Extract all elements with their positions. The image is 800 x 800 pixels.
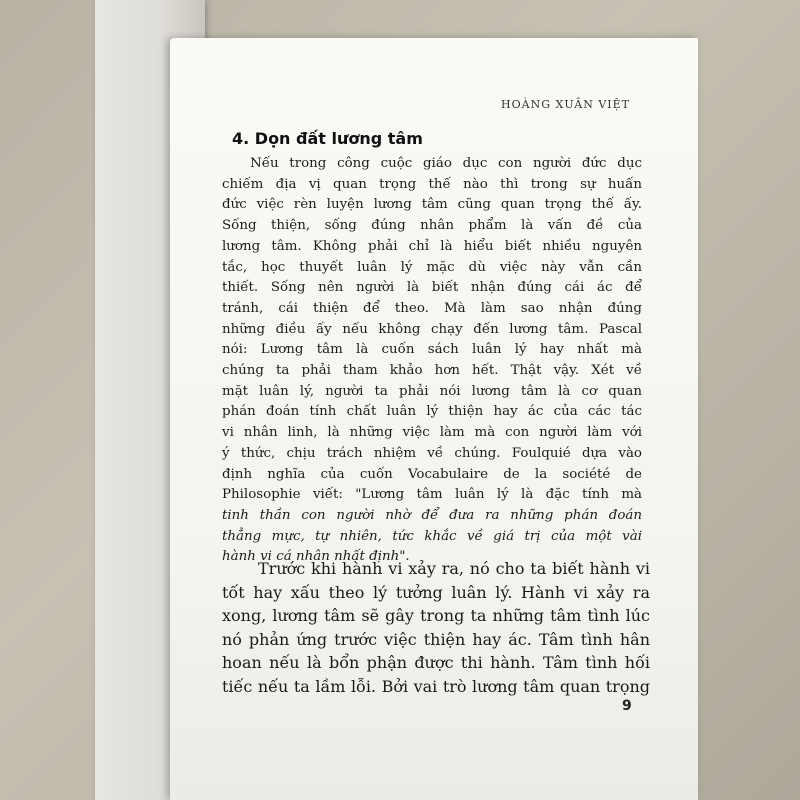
text-line: nó phản ứng trước việc thiện hay ác. Tâm tình hân [222,629,650,649]
text-line: phán đoán tính chất luân lý thiện hay ác của các tác [222,404,642,420]
page-number: 9 [622,698,632,714]
text-line: những điều ấy nếu không chạy đến lương tâm. Pascal [222,321,642,337]
paragraph-2 [222,557,650,698]
text-line: đức việc rèn luyện lương tâm cũng quan trọng thế ấy. [222,197,642,213]
text-line: chúng ta phải tham khảo hơn hết. Thật vậy. Xét về [222,363,642,379]
text-line: tắc, học thuyết luân lý mặc dù việc này vẫn cần [222,259,642,275]
text-line: Sống thiện, sống đúng nhân phẩm là vấn đề của [222,218,642,234]
running-header: HOÀNG XUÂN VIỆT [501,98,630,111]
text-line: hành vi cá nhân nhất định". [222,549,410,565]
text-line: tiếc nếu ta lầm lỗi. Bởi vai trò lương tâm quan trọng [222,676,650,696]
text-line: chiếm địa vị quan trọng thế nào thì trong sự huấn [222,176,642,192]
text-line: hoan nếu là bổn phận được thi hành. Tâm tình hối [222,653,650,672]
text-line: xong, lương tâm sẽ gây trong ta những tâm tình lúc [222,606,650,625]
book-page [170,38,698,800]
paragraph-1 [222,154,642,568]
text-line: tốt hay xấu theo lý tưởng luân lý. Hành vi xảy ra [222,582,650,602]
text-line: ý thức, chịu trách nhiệm về chúng. Foulquié dựa vào [222,445,642,461]
text-line: vi nhân linh, là những việc làm mà con người làm với [222,425,642,441]
text-line: nói: Lương tâm là cuốn sách luân lý hay nhất mà [222,342,642,358]
section-title: 4. Dọn đất lương tâm [232,129,423,148]
text-line: mặt luân lý, người ta phải nói lương tâm là cơ quan [222,383,642,399]
text-line: định nghĩa của cuốn Vocabulaire de la société de [222,466,642,482]
text-line: thẳng mực, tự nhiên, tức khắc về giá trị của một vài [222,528,642,544]
text-line: Trước khi hành vi xảy ra, nó cho ta biết hành vi [258,559,650,578]
text-line: Philosophie viết: "Lương tâm luân lý là đặc tính mà [222,487,642,503]
text-line: thiết. Sống nên người là biết nhận đúng cái ác để [222,280,642,296]
text-line: tinh thần con người nhờ để đưa ra những phán đoán [222,507,642,523]
text-line: lương tâm. Không phải chỉ là hiểu biết nhiều nguyên [222,238,642,254]
text-line: tránh, cái thiện để theo. Mà làm sao nhận đúng [222,300,642,316]
text-line: Nếu trong công cuộc giáo dục con người đức dục [250,156,642,171]
